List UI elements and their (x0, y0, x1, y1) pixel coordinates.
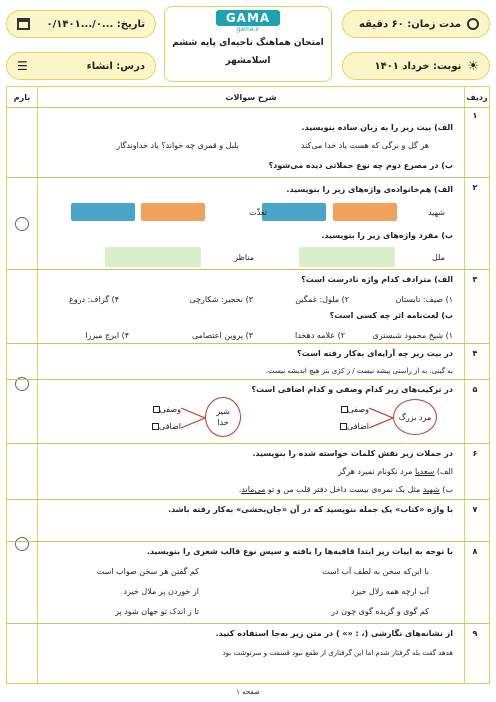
q1-poem-left: بلبل و قمری چه خواند؟ یاد خداوندگار (116, 141, 239, 150)
question-number: ۷ (472, 505, 478, 514)
q3-opt-a1[interactable]: ۱) صیف: تابستان (395, 295, 453, 304)
q5-opt2-poss[interactable] (149, 422, 181, 431)
connector-lines (179, 403, 205, 433)
q3-opt-a2[interactable]: ۲) ملول: غمگین (295, 295, 349, 304)
question-number: ۹ (472, 629, 478, 638)
checkbox[interactable] (153, 406, 160, 413)
target-word: شهید (422, 485, 440, 494)
q2-b-title: ب) مفرد واژه‌های زیر را بنویسید. (321, 231, 453, 240)
q6-line-b (239, 485, 453, 494)
q9-title: از نشانه‌های نگارشی (، : «» ) در متن زیر به‌جا استفاده کنید. (215, 629, 453, 638)
option-label: وصفی (347, 405, 369, 414)
shift-label: نوبت: خرداد ۱۴۰۱ (374, 60, 462, 72)
q5-opt1-poss[interactable] (337, 422, 369, 431)
q3-opt-b2[interactable]: ۲) علامه دهخدا (295, 331, 345, 340)
col-questions-header: شرح سوالات (225, 92, 277, 102)
gama-logo: GAMA (216, 10, 280, 26)
target-word: می‌ماند (241, 485, 266, 494)
q5-opt2-desc[interactable] (150, 405, 181, 414)
end: . (238, 485, 242, 494)
q5-title: در ترکیب‌های زیر کدام وصفی و کدام اضافی است؟ (251, 385, 453, 394)
duration-label: مدت زمان: ۶۰ دقیقه (359, 18, 461, 30)
q5-opt1-desc[interactable] (338, 405, 369, 414)
q1-b-title: ب) در مصرع دوم چه نوع جملاتی دیده می‌شود؟ (268, 161, 453, 170)
q2-a-title: الف) هم‌خانواده‌ی واژه‌های زیر را بنویسید. (286, 185, 453, 194)
q3-opt-a3[interactable]: ۳) نخجیر: شکارچی (189, 295, 253, 304)
checkbox[interactable] (340, 423, 347, 430)
q3-opt-b3[interactable]: ۳) پروین اعتصامی (191, 331, 253, 340)
q1-a-title: الف) بیت زیر را به زبان ساده بنویسید. (301, 123, 453, 132)
q5-phrase2b: خدا (217, 418, 229, 427)
question-number: ۴ (472, 349, 478, 358)
q9-line: هدهد گفت بله گرفتار شدم اما این گرفتاری از طمع نبود قسمت و سرنوشت بود (222, 649, 453, 657)
q8-verse-2b: از خوردن پر ملال خیزد (123, 587, 199, 596)
shift-pill (342, 52, 490, 80)
q8-verse-1a: با این‌که سخن به لطف آب است (322, 567, 429, 576)
prefix: ب) (439, 485, 453, 494)
subject-pill (6, 52, 156, 80)
q8-verse-3b: تا ز اندک تو جهان شود پر (115, 607, 199, 616)
q8-verse-2a: آب ارچه همه زلال خیزد (351, 587, 429, 596)
q5-phrase2a: شیر (216, 407, 230, 416)
hole-circle (15, 537, 29, 551)
duration-pill (342, 10, 490, 38)
question-number: ۶ (472, 449, 478, 458)
question-sheet (6, 86, 490, 684)
q2-word4: مناظر (234, 253, 254, 262)
q7-title: با واژه «کتاب» یک جمله بنویسید که در آن «جان‌بخشی» به‌کار رفته باشد. (168, 505, 453, 514)
mid: مثل یک نمره‌ی بیست داخل دفتر قلب من و تو (265, 485, 423, 494)
answer-box[interactable] (71, 203, 135, 221)
q3-b-title: ب) لغت‌نامه اثر چه کسی است؟ (329, 311, 453, 320)
q1-poem-right: هر گل و برگی که هست یاد خدا می‌کند (300, 141, 429, 150)
q8-verse-3a: کم گوی و گزیده گوی چون در (331, 607, 429, 616)
calendar-icon (17, 18, 30, 30)
answer-box[interactable] (262, 203, 326, 221)
q4-line: به گیتی، به از راستی پیشه نیست / ز کژی بتر هیچ اندیشه نیست. (265, 367, 453, 375)
hole-circle (15, 217, 29, 231)
q6-line-a (338, 467, 453, 476)
exam-title-box (164, 6, 332, 82)
subject-label: درس: انشاء (86, 60, 145, 72)
col-row-header: ردیف (466, 92, 488, 102)
prefix: الف) (434, 467, 453, 476)
q2-word2: تغذّت (249, 208, 267, 217)
phrase-circle (205, 397, 241, 437)
q8-verse-1b: کم گفتن هر سخن صواب است (96, 567, 199, 576)
checkbox[interactable] (152, 423, 159, 430)
phrase-circle (393, 399, 437, 435)
q3-opt-b4[interactable]: ۴) ایرج میرزا (85, 331, 129, 340)
target-word: سعدیا (414, 467, 435, 476)
exam-header (6, 6, 490, 84)
option-label: وصفی (159, 405, 181, 414)
question-number: ۳ (472, 275, 478, 284)
q4-title: در بیت زیر چه آرایه‌ای به‌کار رفته است؟ (297, 349, 453, 358)
date-label: تاریخ: ...۰/...۰/۱۴۰۱ (46, 18, 145, 30)
q8-title: با توجه به ابیات زیر ابتدا قافیه‌ها را یافته و سپس نوع قالب شعری را بنویسید. (146, 547, 453, 556)
option-label: اضافی (347, 422, 369, 431)
q6-title: در جملات زیر نقش کلمات خواسته شده را بنویسید. (252, 449, 453, 458)
date-pill (6, 10, 156, 38)
checkbox[interactable] (341, 406, 348, 413)
option-label: اضافی (159, 422, 181, 431)
answer-box[interactable] (105, 247, 201, 267)
question-number: ۵ (472, 385, 478, 394)
rest: مرد نکونام نمیرد هرگز (338, 467, 415, 476)
answer-box[interactable] (141, 203, 205, 221)
exam-city: اسلامشهر (225, 56, 271, 66)
q3-opt-a4[interactable]: ۴) گزاف: دروغ (69, 295, 119, 304)
sun-icon: ☀ (467, 58, 479, 74)
books-icon: ☰ (17, 59, 28, 73)
page-footer: صفحه ۱ (236, 688, 260, 696)
exam-title: امتحان هماهنگ ناحیه‌ای پایه ششم (172, 38, 324, 48)
col-score-header: بارم (13, 92, 31, 102)
answer-box[interactable] (333, 203, 397, 221)
q5-phrase1: مرد بزرگ (398, 412, 432, 422)
q3-a-title: الف) مترادف کدام واژه نادرست است؟ (301, 275, 453, 284)
question-number: ۸ (472, 547, 478, 556)
question-number: ۲ (472, 183, 478, 192)
answer-box[interactable] (299, 247, 395, 267)
connector-lines (367, 403, 393, 433)
q2-word1: شهید (427, 208, 445, 217)
q3-opt-b1[interactable]: ۱) شیخ محمود شبستری (372, 331, 453, 340)
clock-icon (467, 18, 479, 30)
logo-subtitle: gama.ir (236, 26, 260, 33)
question-number: ۱ (472, 111, 478, 120)
q2-word3: ملل (432, 253, 445, 262)
